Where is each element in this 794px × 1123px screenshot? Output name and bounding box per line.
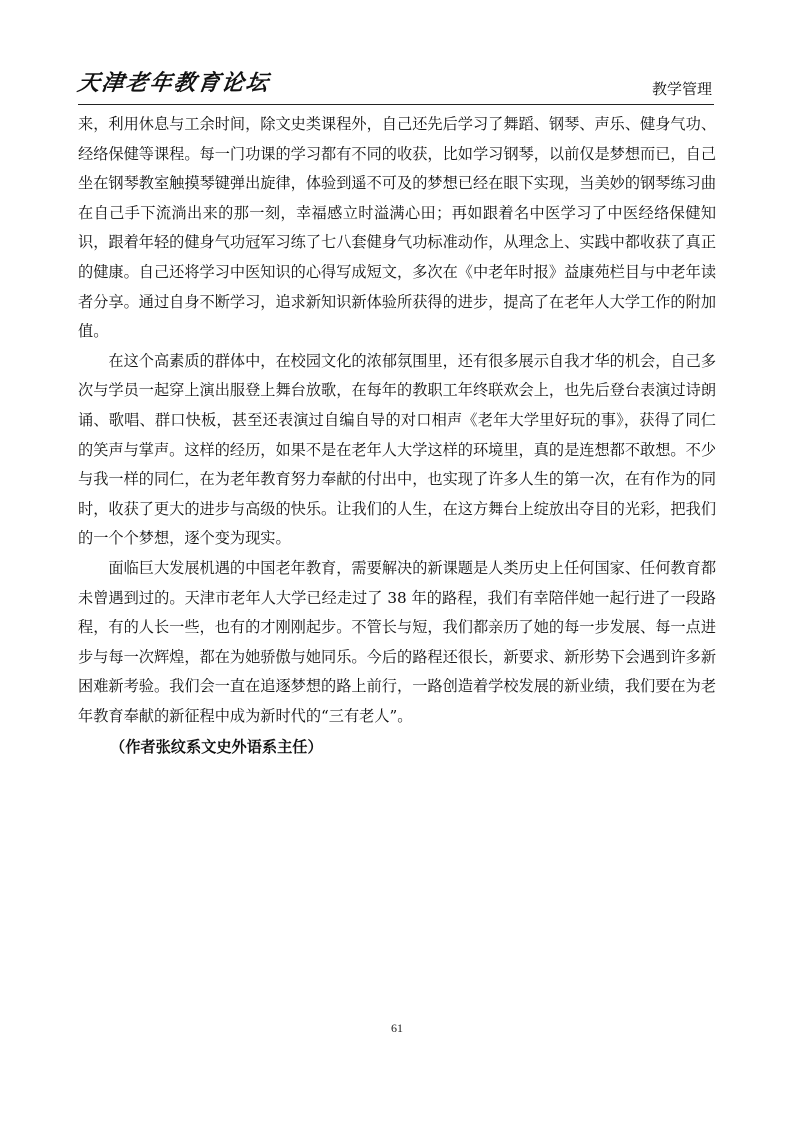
paragraph-1: 来，利用休息与工余时间，除文史类课程外，自己还先后学习了舞蹈、钢琴、声乐、健身气功、经络保健等课程。每一门功课的学习都有不同的收获，比如学习钢琴，以前仅是梦想而已，自己坐在钢琴教室触摸琴键弹出旋律，体验到遥不可及的梦想已经在眼下实现，当美妙的钢琴练习曲在自己手下流淌出来的那一刻，幸福感立时溢满心田；再如跟着名中医学习了中医经络保健知识，跟着年轻的健身气功冠军习练了七八套健身气功标准动作，从理念上、实践中都收获了真正的健康。自己还将学习中医知识的心得写成短文，多次在《中老年时报》益康苑栏目与中老年读者分享。通过自身不断学习，追求新知识新体验所获得的进步，提高了在老年人大学工作的附加值。 [78, 115, 716, 341]
paragraph-3: 面临巨大发展机遇的中国老年教育，需要解决的新课题是人类历史上任何国家、任何教育都未曾遇到过的。天津市老年人大学已经走过了 38 年的路程，我们有幸陪伴她一起行进了一段路程，有的人长一些，也有的才刚刚起步。不管长与短，我们都亲历了她的每一步发展、每一点进步与每一次辉煌，都在为她骄傲与她同乐。今后的路程还很长，新要求、新形势下会遇到许多新困难新考验。我们会一直在追逐梦想的路上前行，一路创造着学校发展的新业绩，我们要在为老年教育奉献的新征程中成为新时代的“三有老人”。 [78, 558, 716, 725]
section-label: 教学管理 [651, 80, 712, 98]
masthead-title: 天津老年教育论坛 [75, 70, 272, 96]
paragraph-2: 在这个高素质的群体中，在校园文化的浓郁氛围里，还有很多展示自我才华的机会，自己多次与学员一起穿上演出服登上舞台放歌，在每年的教职工年终联欢会上，也先后登台表演过诗朗诵、歌唱、群口快板，甚至还表演过自编自导的对口相声《老年大学里好玩的事》，获得了同仁的笑声与掌声。这样的经历，如果不是在老年人大学这样的环境里，真的是连想都不敢想。不少与我一样的同仁，在为老年教育努力奉献的付出中，也实现了许多人生的第一次，在有作为的同时，收获了更大的进步与高级的快乐。让我们的人生，在这方舞台上绽放出夺目的光彩，把我们的一个个梦想，逐个变为现实。 [78, 351, 716, 548]
author-byline: （作者张纹系文史外语系主任） [110, 738, 323, 757]
header-divider [78, 104, 714, 105]
page-header [75, 66, 714, 104]
page-number: 61 [391, 1021, 403, 1035]
article-body [78, 110, 716, 763]
